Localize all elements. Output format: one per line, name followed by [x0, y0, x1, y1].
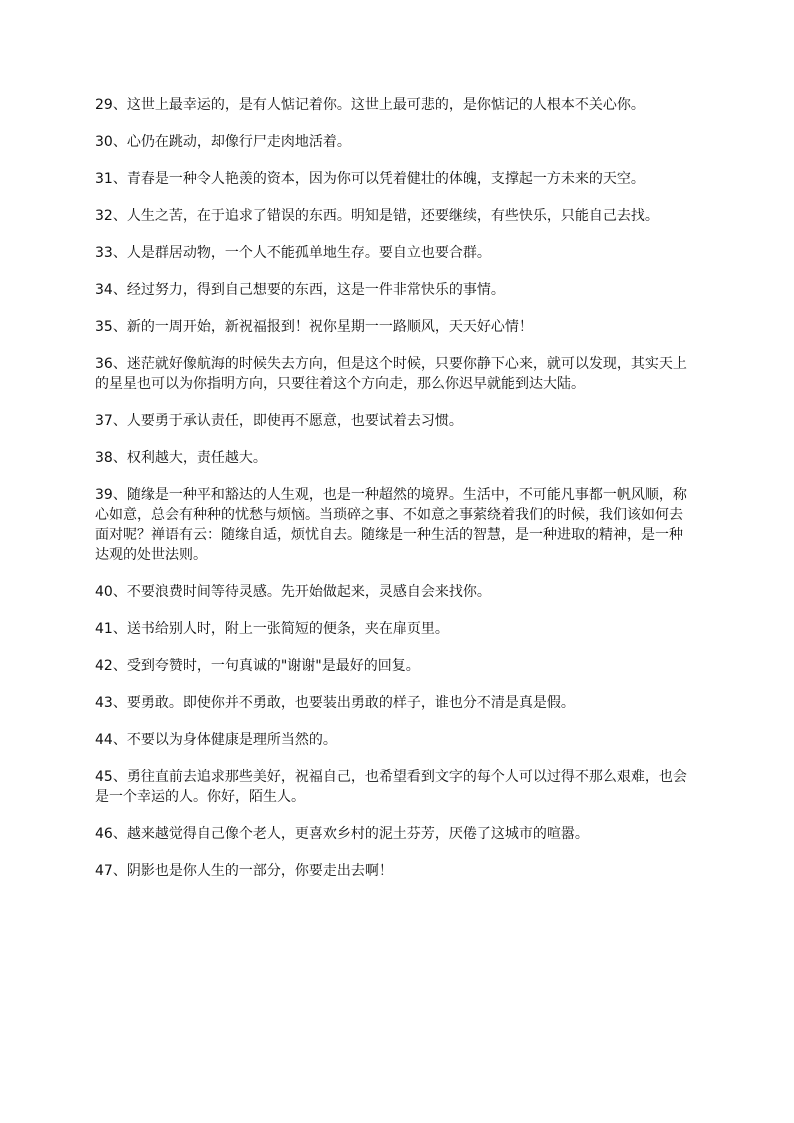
item-number: 38 — [95, 450, 113, 466]
item-text: 越来越觉得自己像个老人，更喜欢乡村的泥土芬芳，厌倦了这城市的喧嚣。 — [126, 826, 589, 842]
item-separator: 、 — [112, 208, 127, 224]
item-separator: 、 — [112, 863, 127, 879]
paragraph-44 — [95, 730, 695, 750]
item-text: 不要浪费时间等待灵感。先开始做起来，灵感自会来找你。 — [126, 584, 491, 600]
paragraph-46 — [95, 824, 695, 844]
item-number: 41 — [95, 621, 113, 637]
item-text: 不要以为身体健康是理所当然的。 — [126, 732, 337, 748]
item-number: 39 — [95, 487, 113, 503]
document-page — [95, 95, 695, 898]
item-number: 46 — [95, 826, 113, 842]
paragraph-42 — [95, 656, 695, 676]
item-number: 34 — [95, 282, 113, 298]
item-text: 人生之苦，在于追求了错误的东西。明知是错，还要继续，有些快乐，只能自己去找。 — [126, 208, 659, 224]
item-separator: 、 — [112, 282, 127, 298]
item-number: 37 — [95, 413, 113, 429]
paragraph-29 — [95, 95, 695, 115]
paragraph-37 — [95, 411, 695, 431]
item-number: 35 — [95, 319, 113, 335]
paragraph-45 — [95, 767, 695, 807]
item-text: 这世上最幸运的，是有人惦记着你。这世上最可悲的，是你惦记的人根本不关心你。 — [126, 97, 645, 113]
item-separator: 、 — [112, 695, 127, 711]
paragraph-39 — [95, 485, 695, 565]
item-separator: 、 — [112, 621, 127, 637]
paragraph-40 — [95, 582, 695, 602]
item-text: 送书给别人时，附上一张简短的便条，夹在扉页里。 — [126, 621, 449, 637]
item-separator: 、 — [112, 450, 127, 466]
item-number: 31 — [95, 171, 113, 187]
item-separator: 、 — [112, 826, 127, 842]
item-separator: 、 — [112, 413, 127, 429]
item-separator: 、 — [112, 658, 127, 674]
item-text: 勇往直前去追求那些美好，祝福自己，也希望看到文字的每个人可以过得不那么艰难，也会是一个幸运的人。你好，陌生人。 — [95, 769, 687, 805]
paragraph-43 — [95, 693, 695, 713]
item-separator: 、 — [112, 171, 127, 187]
item-separator: 、 — [112, 732, 127, 748]
item-number: 32 — [95, 208, 113, 224]
item-number: 44 — [95, 732, 113, 748]
item-text: 随缘是一种平和豁达的人生观，也是一种超然的境界。生活中，不可能凡事都一帆风顺，称心如意，总会有种种的忧愁与烦恼。当琐碎之事、不如意之事萦绕着我们的时候，我们该如何去面对呢？禅语有云：随缘自适，烦忧自去。随缘是一种生活的智慧，是一种进取的精神，是一种达观的处世法则。 — [95, 487, 687, 563]
item-number: 40 — [95, 584, 113, 600]
item-number: 45 — [95, 769, 113, 785]
item-text: 心仍在跳动，却像行尸走肉地活着。 — [126, 134, 351, 150]
item-number: 47 — [95, 863, 113, 879]
item-separator: 、 — [112, 245, 127, 261]
item-text: 受到夸赞时，一句真诚的"谢谢"是最好的回复。 — [126, 658, 420, 674]
item-separator: 、 — [112, 319, 127, 335]
item-text: 青春是一种令人艳羡的资本，因为你可以凭着健壮的体魄，支撑起一方未来的天空。 — [126, 171, 645, 187]
item-separator: 、 — [112, 97, 127, 113]
item-number: 36 — [95, 356, 113, 372]
item-separator: 、 — [112, 769, 127, 785]
item-separator: 、 — [112, 134, 127, 150]
paragraph-31 — [95, 169, 695, 189]
item-number: 33 — [95, 245, 113, 261]
paragraph-36 — [95, 354, 695, 394]
item-separator: 、 — [112, 487, 127, 503]
item-text: 权利越大，责任越大。 — [126, 450, 267, 466]
item-text: 人是群居动物，一个人不能孤单地生存。要自立也要合群。 — [126, 245, 491, 261]
paragraph-38 — [95, 448, 695, 468]
item-separator: 、 — [112, 584, 127, 600]
paragraph-47 — [95, 861, 695, 881]
paragraph-41 — [95, 619, 695, 639]
item-text: 经过努力，得到自己想要的东西，这是一件非常快乐的事情。 — [126, 282, 505, 298]
item-text: 阴影也是你人生的一部分，你要走出去啊！ — [126, 863, 393, 879]
paragraph-35 — [95, 317, 695, 337]
item-text: 要勇敢。即使你并不勇敢，也要装出勇敢的样子，谁也分不清是真是假。 — [126, 695, 575, 711]
item-text: 新的一周开始，新祝福报到！祝你星期一一路顺风，天天好心情！ — [126, 319, 533, 335]
item-text: 人要勇于承认责任，即使再不愿意，也要试着去习惯。 — [126, 413, 463, 429]
item-number: 30 — [95, 134, 113, 150]
item-number: 43 — [95, 695, 113, 711]
item-text: 迷茫就好像航海的时候失去方向，但是这个时候，只要你静下心来，就可以发现，其实天上的星星也可以为你指明方向，只要往着这个方向走，那么你迟早就能到达大陆。 — [95, 356, 687, 392]
paragraph-32 — [95, 206, 695, 226]
item-number: 29 — [95, 97, 113, 113]
paragraph-33 — [95, 243, 695, 263]
item-separator: 、 — [112, 356, 127, 372]
paragraph-34 — [95, 280, 695, 300]
item-number: 42 — [95, 658, 113, 674]
paragraph-30 — [95, 132, 695, 152]
